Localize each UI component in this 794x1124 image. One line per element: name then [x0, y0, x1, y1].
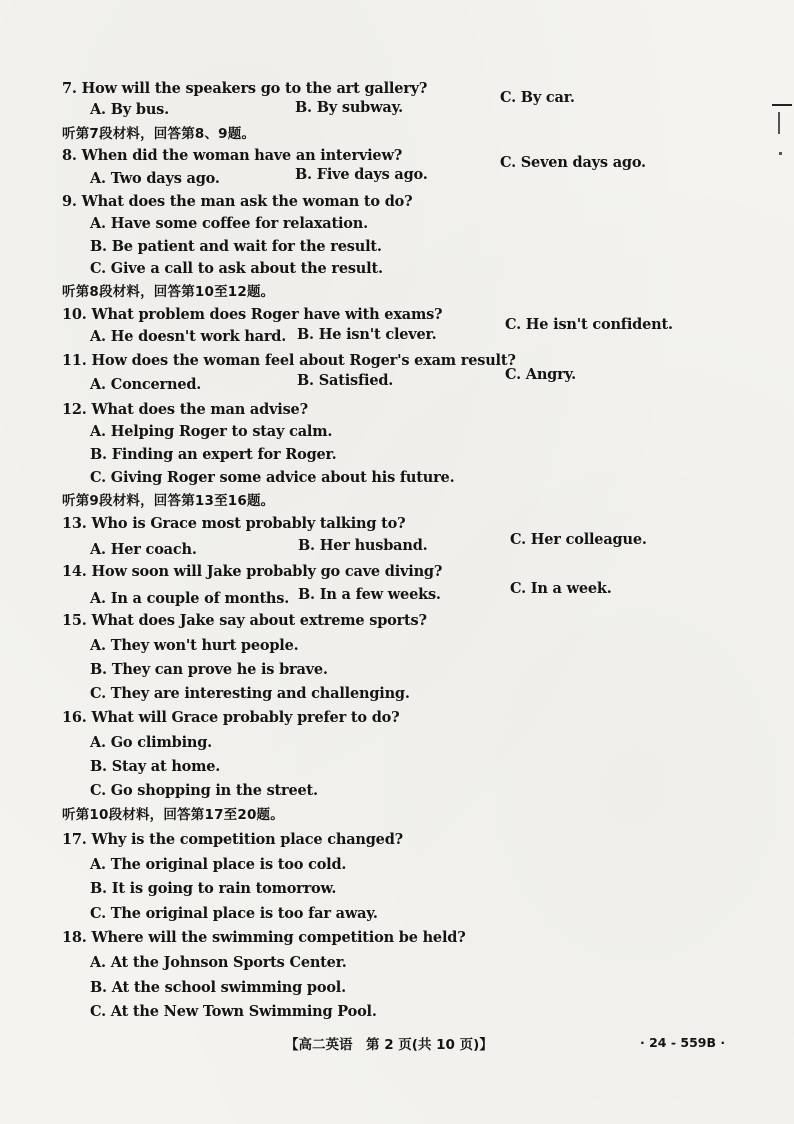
question-10-option-b: B. He isn't clever.: [297, 326, 437, 343]
question-10-stem: 10. What problem does Roger have with exams?: [62, 306, 443, 323]
question-15-stem: 15. What does Jake say about extreme sports?: [62, 612, 427, 629]
question-13-option-b: B. Her husband.: [298, 537, 428, 554]
scan-mark: [779, 152, 782, 155]
question-11-option-a: A. Concerned.: [90, 376, 202, 393]
question-18-stem: 18. Where will the swimming competition be held?: [62, 929, 466, 946]
section-9-heading: 听第9段材料，回答第13至16题。: [62, 493, 275, 509]
question-8-option-a: A. Two days ago.: [90, 170, 220, 187]
section-8-heading: 听第8段材料，回答第10至12题。: [62, 284, 275, 300]
question-14-stem: 14. How soon will Jake probably go cave diving?: [62, 563, 443, 580]
question-9-stem: 9. What does the man ask the woman to do?: [62, 193, 413, 210]
question-17-stem: 17. Why is the competition place changed?: [62, 831, 403, 848]
question-11-option-c: C. Angry.: [505, 366, 576, 383]
question-9-option-c: C. Give a call to ask about the result.: [90, 260, 383, 277]
question-9-option-a: A. Have some coffee for relaxation.: [90, 215, 368, 232]
question-10-option-a: A. He doesn't work hard.: [90, 328, 287, 345]
question-12-stem: 12. What does the man advise?: [62, 401, 308, 418]
question-11-stem: 11. How does the woman feel about Roger's exam result?: [62, 352, 516, 369]
question-7-option-a: A. By bus.: [90, 101, 169, 118]
question-12-option-c: C. Giving Roger some advice about his future.: [90, 469, 455, 486]
question-18-option-b: B. At the school swimming pool.: [90, 979, 346, 996]
question-18-option-a: A. At the Johnson Sports Center.: [90, 954, 347, 971]
question-17-option-c: C. The original place is too far away.: [90, 905, 378, 922]
question-15-option-c: C. They are interesting and challenging.: [90, 685, 410, 702]
question-8-option-c: C. Seven days ago.: [500, 154, 646, 171]
scan-mark: [772, 104, 792, 106]
section-10-heading: 听第10段材料，回答第17至20题。: [62, 807, 284, 823]
question-7-option-b: B. By subway.: [295, 99, 404, 116]
question-12-option-b: B. Finding an expert for Roger.: [90, 446, 337, 463]
question-11-option-b: B. Satisfied.: [297, 372, 394, 389]
question-13-stem: 13. Who is Grace most probably talking to?: [62, 515, 406, 532]
question-7-option-c: C. By car.: [500, 89, 575, 106]
question-16-option-c: C. Go shopping in the street.: [90, 782, 318, 799]
question-14-option-b: B. In a few weeks.: [298, 586, 441, 603]
question-15-option-a: A. They won't hurt people.: [90, 637, 299, 654]
question-17-option-a: A. The original place is too cold.: [90, 856, 347, 873]
question-17-option-b: B. It is going to rain tomorrow.: [90, 880, 337, 897]
question-7-stem: 7. How will the speakers go to the art gallery?: [62, 80, 428, 97]
question-10-option-c: C. He isn't confident.: [505, 316, 673, 333]
question-16-option-a: A. Go climbing.: [90, 734, 213, 751]
scan-mark: [778, 112, 780, 134]
section-7-heading: 听第7段材料，回答第8、9题。: [62, 126, 256, 142]
question-9-option-b: B. Be patient and wait for the result.: [90, 238, 382, 255]
question-14-option-c: C. In a week.: [510, 580, 612, 597]
question-14-option-a: A. In a couple of months.: [90, 590, 290, 607]
question-16-option-b: B. Stay at home.: [90, 758, 221, 775]
question-13-option-c: C. Her colleague.: [510, 531, 647, 548]
page-footer-title: 【高二英语 第 2 页(共 10 页)】: [285, 1037, 493, 1053]
question-8-option-b: B. Five days ago.: [295, 166, 428, 183]
question-8-stem: 8. When did the woman have an interview?: [62, 147, 403, 164]
question-13-option-a: A. Her coach.: [90, 541, 197, 558]
page-footer-code: · 24 - 559B ·: [640, 1035, 726, 1050]
question-15-option-b: B. They can prove he is brave.: [90, 661, 328, 678]
question-18-option-c: C. At the New Town Swimming Pool.: [90, 1003, 377, 1020]
question-12-option-a: A. Helping Roger to stay calm.: [90, 423, 333, 440]
question-16-stem: 16. What will Grace probably prefer to do?: [62, 709, 400, 726]
